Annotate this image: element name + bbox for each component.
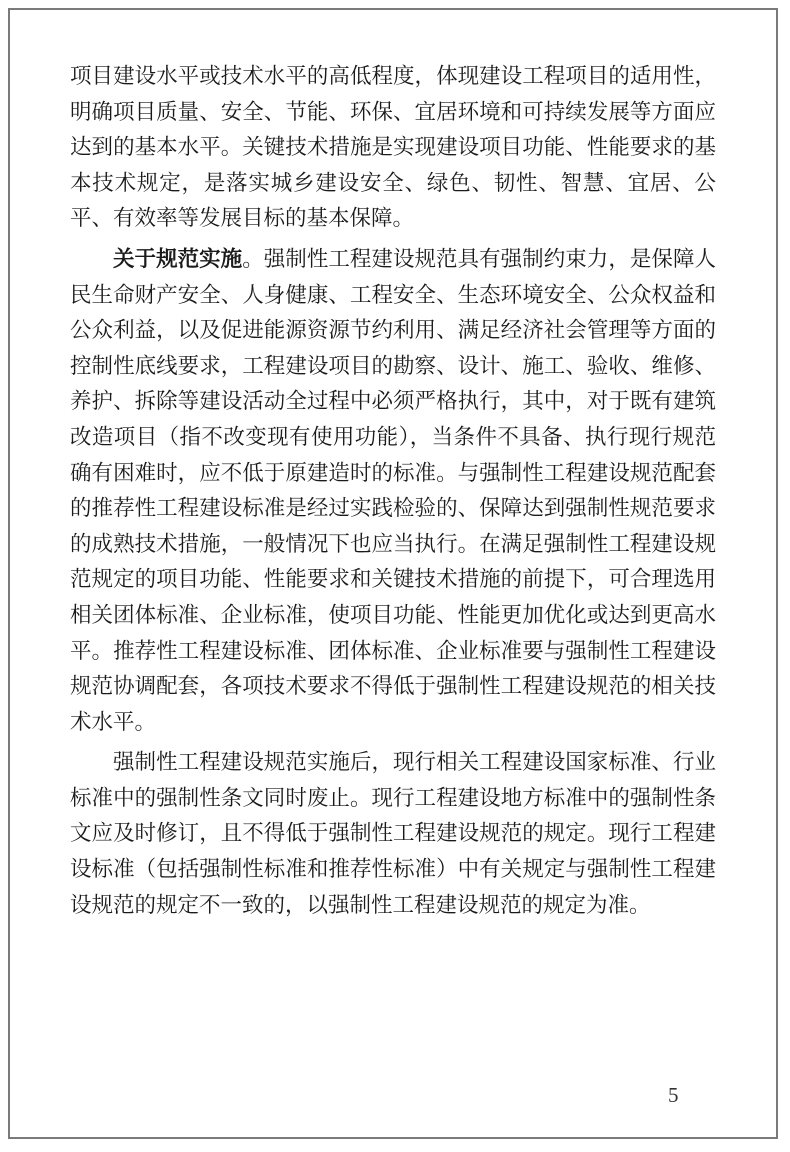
paragraph-1-text: 项目建设水平或技术水平的高低程度，体现建设工程项目的适用性，明确项目质量、安全、节能、环保、宜居环境和可持续发展等方面应达到的基本水平。关键技术措施是实现建设项目功能、性能要求的基本技术规定，是落实城乡建设安全、绿色、韧性、智慧、宜居、公平、有效率等发展目标的基本保障。 <box>70 64 716 232</box>
paragraph-2 <box>70 242 716 740</box>
paragraph-2-heading: 关于规范实施 <box>113 246 243 272</box>
paragraph-3 <box>70 745 716 923</box>
document-page <box>8 8 778 1139</box>
document-body <box>70 59 716 928</box>
paragraph-1 <box>70 59 716 237</box>
paragraph-3-text: 强制性工程建设规范实施后，现行相关工程建设国家标准、行业标准中的强制性条文同时废止。现行工程建设地方标准中的强制性条文应及时修订，且不得低于强制性工程建设规范的规定。现行工程建设标准（包括强制性标准和推荐性标准）中有关规定与强制性工程建设规范的规定不一致的，以强制性工程建设规范的规定为准。 <box>70 750 716 918</box>
paragraph-2-text: 。强制性工程建设规范具有强制约束力，是保障人民生命财产安全、人身健康、工程安全、生态环境安全、公众权益和公众利益，以及促进能源资源节约利用、满足经济社会管理等方面的控制性底线要求，工程建设项目的勘察、设计、施工、验收、维修、养护、拆除等建设活动全过程中必须严格执行，其中，对于既有建筑改造项目（指不改变现有使用功能），当条件不具备、执行现行规范确有困难时，应不低于原建造时的标准。与强制性工程建设规范配套的推荐性工程建设标准是经过实践检验的、保障达到强制性规范要求的成熟技术措施，一般情况下也应当执行。在满足强制性工程建设规范规定的项目功能、性能要求和关键技术措施的前提下，可合理选用相关团体标准、企业标准，使项目功能、性能更加优化或达到更高水平。推荐性工程建设标准、团体标准、企业标准要与强制性工程建设规范协调配套，各项技术要求不得低于强制性工程建设规范的相关技术水平。 <box>70 246 716 735</box>
page-number: 5 <box>668 1083 679 1107</box>
